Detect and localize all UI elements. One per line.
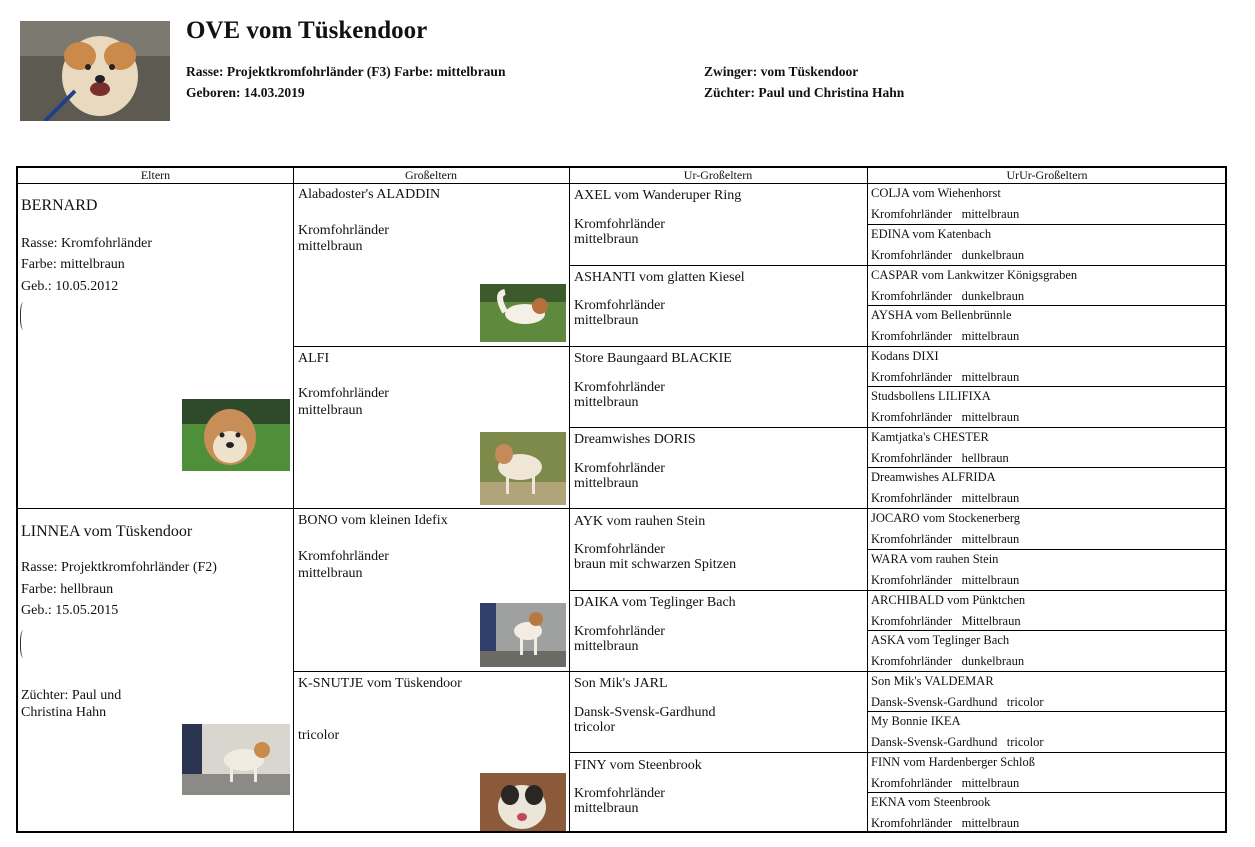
grandparent-color: mittelbraun <box>298 403 363 418</box>
great-great-grandparent-desc: Kromfohrländer dunkelbraun <box>871 654 1025 668</box>
great-grandparent-color: tricolor <box>574 720 616 735</box>
grandparent-photo <box>480 284 566 342</box>
parent-name: BERNARD <box>21 197 98 214</box>
grandparent-name: Alabadoster's ALADDIN <box>298 187 441 202</box>
col-header-great-grandparents: Ur-Großeltern <box>683 168 753 182</box>
great-great-grandparent-desc: Kromfohrländer mittelbraun <box>871 532 1020 546</box>
great-grandparent-color: braun mit schwarzen Spitzen <box>574 557 737 572</box>
great-grandparent-name: FINY vom Steenbrook <box>574 758 702 773</box>
grandparent-breed: Kromfohrländer <box>298 223 389 238</box>
great-great-grandparent-name: AYSHA vom Bellenbrünnle <box>871 308 1012 322</box>
great-great-grandparent-desc: Kromfohrländer dunkelbraun <box>871 248 1025 262</box>
great-grandparent-name: AYK vom rauhen Stein <box>574 514 706 529</box>
grandparent-name: K-SNUTJE vom Tüskendoor <box>298 676 462 691</box>
great-grandparent-breed: Kromfohrländer <box>574 542 665 557</box>
great-great-grandparent-name: EKNA vom Steenbrook <box>871 795 991 809</box>
great-great-grandparent-desc: Dansk-Svensk-Gardhund tricolor <box>871 735 1044 749</box>
great-grandparent-color: mittelbraun <box>574 801 639 816</box>
parent-color: Farbe: hellbraun <box>21 582 114 597</box>
great-great-grandparent-desc: Kromfohrländer mittelbraun <box>871 370 1020 384</box>
great-grandparent-color: mittelbraun <box>574 313 639 328</box>
great-grandparent-breed: Kromfohrländer <box>574 786 665 801</box>
parent-born: Geb.: 10.05.2012 <box>21 279 119 294</box>
great-grandparent-name: ASHANTI vom glatten Kiesel <box>574 270 745 285</box>
parent-born: Geb.: 15.05.2015 <box>21 603 119 618</box>
born-line: Geboren: 14.03.2019 <box>186 85 305 100</box>
main-dog-photo <box>20 21 170 121</box>
pedigree-table <box>16 166 1227 833</box>
dog-title: OVE vom Tüskendoor <box>186 17 428 44</box>
breeder-label: Christina Hahn <box>21 705 107 720</box>
great-great-grandparent-name: JOCARO vom Stockenerberg <box>871 511 1021 525</box>
grandparent-photo <box>480 773 566 831</box>
great-great-grandparent-name: ARCHIBALD vom Pünktchen <box>871 593 1026 607</box>
great-great-grandparent-name: EDINA vom Katenbach <box>871 227 992 241</box>
great-great-grandparent-desc: Kromfohrländer Mittelbraun <box>871 614 1021 628</box>
grandparent-name: BONO vom kleinen Idefix <box>298 513 448 528</box>
parent-color: Farbe: mittelbraun <box>21 257 125 272</box>
great-great-grandparent-name: ASKA vom Teglinger Bach <box>871 633 1010 647</box>
great-great-grandparent-desc: Dansk-Svensk-Gardhund tricolor <box>871 695 1044 709</box>
great-grandparent-color: mittelbraun <box>574 476 639 491</box>
great-great-grandparent-name: Son Mik's VALDEMAR <box>871 674 994 688</box>
grandparent-color: tricolor <box>298 728 340 743</box>
kennel-line: Zwinger: vom Tüskendoor <box>704 64 859 79</box>
great-great-grandparent-desc: Kromfohrländer mittelbraun <box>871 207 1020 221</box>
great-grandparent-name: Store Baungaard BLACKIE <box>574 351 732 366</box>
great-great-grandparent-desc: Kromfohrländer mittelbraun <box>871 329 1020 343</box>
col-header-grandparents: Großeltern <box>405 168 457 182</box>
mark-decoration <box>20 630 29 658</box>
grandparent-color: mittelbraun <box>298 566 363 581</box>
great-grandparent-name: AXEL vom Wanderuper Ring <box>574 188 742 203</box>
great-great-grandparent-name: WARA vom rauhen Stein <box>871 552 999 566</box>
great-grandparent-name: Dreamwishes DORIS <box>574 432 696 447</box>
great-great-grandparent-name: Kamtjatka's CHESTER <box>871 430 989 444</box>
great-grandparent-breed: Kromfohrländer <box>574 298 665 313</box>
great-great-grandparent-name: My Bonnie IKEA <box>871 714 961 728</box>
great-grandparent-name: Son Mik's JARL <box>574 676 668 691</box>
grandparent-breed: Kromfohrländer <box>298 386 389 401</box>
great-great-grandparent-desc: Kromfohrländer mittelbraun <box>871 776 1020 790</box>
great-great-grandparent-name: Kodans DIXI <box>871 349 939 363</box>
great-great-grandparent-name: COLJA vom Wiehenhorst <box>871 186 1001 200</box>
parent-breed: Rasse: Kromfohrländer <box>21 236 153 251</box>
great-great-grandparent-desc: Kromfohrländer mittelbraun <box>871 410 1020 424</box>
grandparent-photo <box>480 432 566 505</box>
great-great-grandparent-name: FINN vom Hardenberger Schloß <box>871 755 1035 769</box>
breeder-line: Züchter: Paul und Christina Hahn <box>704 85 905 100</box>
great-grandparent-breed: Kromfohrländer <box>574 380 665 395</box>
parent-photo-bernard <box>182 399 290 471</box>
parent-breed: Rasse: Projektkromfohrländer (F2) <box>21 560 217 575</box>
parent-photo-linnea <box>182 724 290 795</box>
great-grandparent-breed: Kromfohrländer <box>574 461 665 476</box>
great-grandparent-breed: Kromfohrländer <box>574 217 665 232</box>
parent-name: LINNEA vom Tüskendoor <box>21 523 193 540</box>
great-great-grandparent-desc: Kromfohrländer mittelbraun <box>871 573 1020 587</box>
grandparent-name: ALFI <box>298 351 330 366</box>
grandparent-color: mittelbraun <box>298 239 363 252</box>
great-grandparent-color: mittelbraun <box>574 639 639 654</box>
great-great-grandparent-name: Dreamwishes ALFRIDA <box>871 470 996 484</box>
breeder-label: Züchter: Paul und <box>21 688 122 703</box>
mark-decoration <box>20 302 29 330</box>
great-grandparent-breed: Dansk-Svensk-Gardhund <box>574 705 716 720</box>
grandparent-breed: Kromfohrländer <box>298 549 389 564</box>
great-grandparent-breed: Kromfohrländer <box>574 624 665 639</box>
col-header-parents: Eltern <box>140 168 171 182</box>
grandparent-photo <box>480 603 566 667</box>
great-great-grandparent-desc: Kromfohrländer mittelbraun <box>871 491 1020 505</box>
great-great-grandparent-desc: Kromfohrländer dunkelbraun <box>871 289 1025 303</box>
great-great-grandparent-name: CASPAR vom Lankwitzer Königsgraben <box>871 268 1078 282</box>
great-great-grandparent-desc: Kromfohrländer mittelbraun <box>871 816 1020 830</box>
great-grandparent-name: DAIKA vom Teglinger Bach <box>574 595 736 610</box>
col-header-great-great-grandparents: UrUr-Großeltern <box>1006 168 1088 182</box>
great-grandparent-color: mittelbraun <box>574 232 639 247</box>
great-grandparent-color: mittelbraun <box>574 395 639 410</box>
breed-color-line: Rasse: Projektkromfohrländer (F3) Farbe: mittelbraun <box>186 64 506 79</box>
great-great-grandparent-name: Studsbollens LILIFIXA <box>871 389 991 403</box>
great-great-grandparent-desc: Kromfohrländer hellbraun <box>871 451 1009 465</box>
